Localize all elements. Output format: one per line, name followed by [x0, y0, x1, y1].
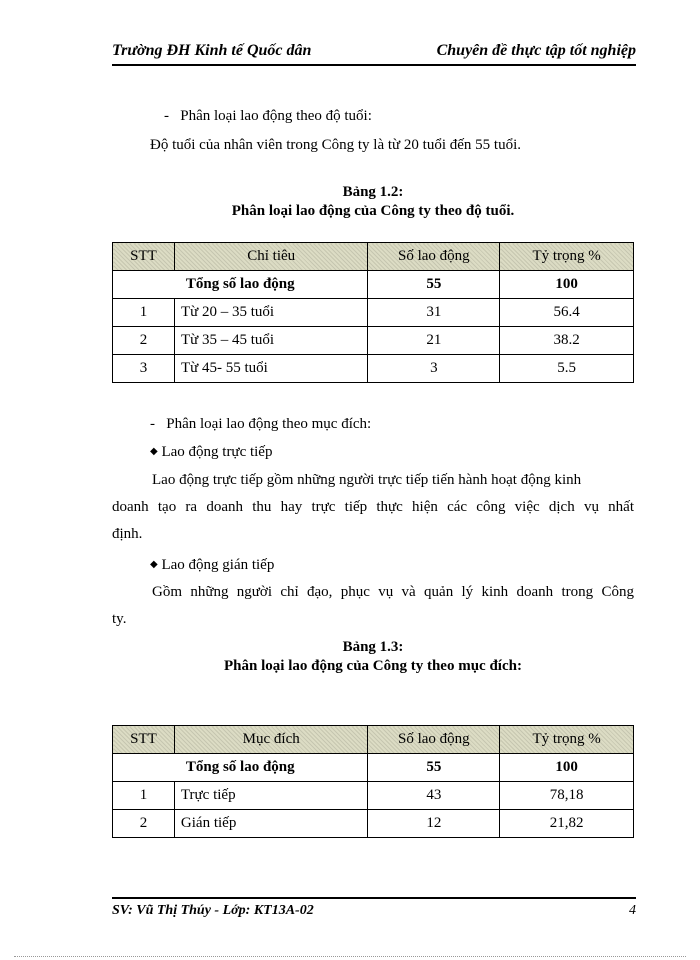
table2-caption-number: Bảng 1.3:: [342, 639, 404, 655]
footer-student-info: SV: Vũ Thị Thúy - Lớp: KT13A-02: [112, 903, 314, 918]
dash-bullet: -: [164, 108, 169, 124]
direct-paragraph-line3: định.: [112, 526, 143, 542]
total-percent: 100: [500, 271, 634, 299]
table-total-row: [113, 754, 634, 782]
col-header-purpose: Mục đích: [174, 726, 368, 754]
table-row: 1 Trực tiếp 43 78,18: [113, 782, 634, 810]
age-table: [112, 242, 634, 383]
col-header-count: Số lao động: [368, 726, 500, 754]
diamond-bullet-icon: ◆: [150, 446, 158, 457]
table-header-row: [113, 243, 634, 271]
direct-paragraph-line1: Lao động trực tiếp gồm những người trực tiếp tiến hành hoạt động kinh: [152, 472, 582, 488]
diamond-bullet-icon: ◆: [150, 559, 158, 570]
table-row: 1 Từ 20 – 35 tuổi 31 56.4: [113, 299, 634, 327]
page-number: 4: [629, 903, 636, 918]
table-row: 3 Từ 45- 55 tuổi 3 5.5: [113, 355, 634, 383]
col-header-criteria: Chỉ tiêu: [174, 243, 368, 271]
table1-caption-title: Phân loại lao động của Công ty theo độ tuổi.: [231, 203, 515, 219]
table-header-row: [113, 726, 634, 754]
table-row: 2 Gián tiếp 12 21,82: [113, 810, 634, 838]
header-university: Trường ĐH Kinh tế Quốc dân: [112, 42, 312, 59]
indirect-paragraph-line2: ty.: [112, 611, 127, 627]
col-header-percent: Tỷ trọng %: [500, 243, 634, 271]
dash-bullet: -: [150, 416, 155, 432]
section2-heading: - Phân loại lao động theo mục đích:: [150, 416, 372, 432]
total-percent: 100: [500, 754, 634, 782]
total-count: 55: [368, 271, 500, 299]
col-header-count: Số lao động: [368, 243, 500, 271]
table1-caption-number: Bảng 1.2:: [342, 184, 404, 200]
indirect-paragraph-line1: Gồm những người chỉ đạo, phục vụ và quản lý kinh doanh trong Công: [152, 584, 634, 600]
section1-heading: - Phân loại lao động theo độ tuổi:: [164, 108, 372, 124]
bullet-item-indirect: ◆ Lao động gián tiếp: [150, 557, 275, 573]
col-header-stt: STT: [113, 726, 175, 754]
page-footer: [112, 897, 636, 921]
section1-text: Độ tuổi của nhân viên trong Công ty là từ 20 tuổi đến 55 tuổi.: [150, 137, 522, 153]
col-header-stt: STT: [113, 243, 175, 271]
total-label: Tổng số lao động: [113, 271, 368, 299]
purpose-table: [112, 725, 634, 838]
page-header: [112, 40, 636, 66]
direct-paragraph-line2: doanh tạo ra doanh thu hay trực tiếp thực hiện các công việc dịch vụ nhất: [112, 499, 634, 515]
bullet-item-direct: ◆ Lao động trực tiếp: [150, 444, 273, 460]
table-row: 2 Từ 35 – 45 tuổi 21 38.2: [113, 327, 634, 355]
total-count: 55: [368, 754, 500, 782]
total-label: Tổng số lao động: [113, 754, 368, 782]
table2-caption-title: Phân loại lao động của Công ty theo mục đích:: [224, 658, 522, 674]
page-divider: [14, 956, 686, 957]
header-document-type: Chuyên đề thực tập tốt nghiệp: [436, 42, 636, 59]
col-header-percent: Tỷ trọng %: [500, 726, 634, 754]
table-total-row: [113, 271, 634, 299]
